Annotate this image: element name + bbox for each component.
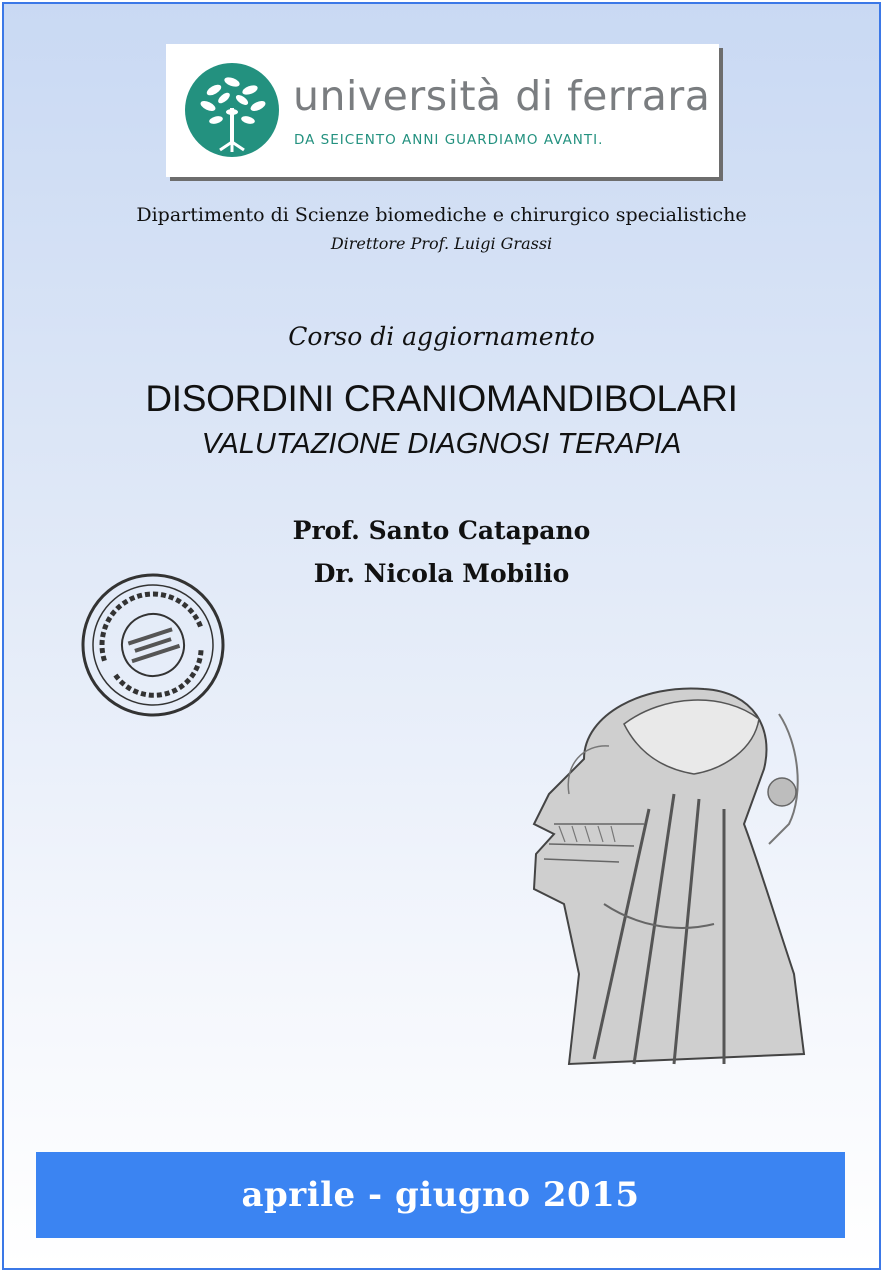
course-dates: aprile - giugno 2015 <box>241 1175 640 1215</box>
university-motto: DA SEICENTO ANNI GUARDIAMO AVANTI. <box>294 132 604 148</box>
head-neck-anatomy-icon <box>524 674 814 1069</box>
author-name: Dr. Nicola Mobilio <box>313 559 570 588</box>
course-type: Corso di aggiornamento <box>288 322 595 351</box>
university-logo <box>166 44 719 177</box>
author-name: Prof. Santo Catapano <box>292 516 591 545</box>
course-title: DISORDINI CRANIOMANDIBOLARI <box>145 378 738 419</box>
department-name: Dipartimento di Scienze biomediche e chirurgico specialistiche <box>136 204 747 226</box>
course-subtitle: VALUTAZIONE DIAGNOSI TERAPIA <box>201 428 682 460</box>
accreditation-stamp-icon <box>78 570 228 720</box>
department-director: Direttore Prof. Luigi Grassi <box>330 234 553 253</box>
cover-page <box>2 2 881 1270</box>
date-banner <box>36 1152 845 1238</box>
university-name: università di ferrara <box>293 72 711 120</box>
tree-emblem-icon <box>184 62 280 158</box>
